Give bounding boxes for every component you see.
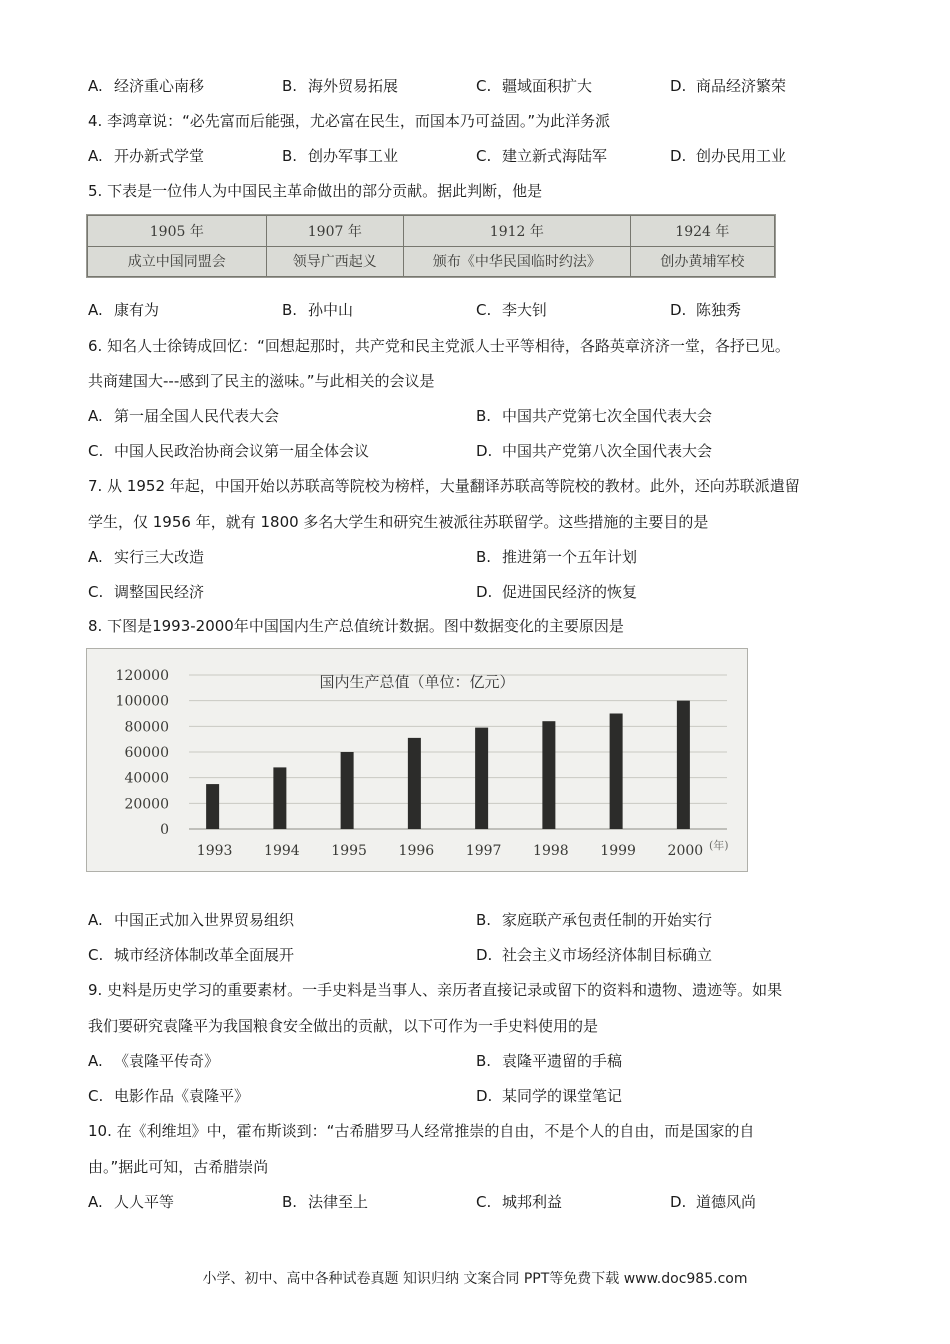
gdp-chart	[86, 648, 748, 872]
table-row	[88, 216, 775, 247]
q10-option-a: A. 人人平等	[88, 1193, 175, 1211]
q8-option-c: C. 城市经济体制改革全面展开	[88, 946, 295, 964]
q5-option-c: C. 李大钊	[476, 301, 548, 319]
table-cell-year: 1907 年	[266, 216, 403, 247]
q9-option-b: B. 袁隆平遗留的手稿	[476, 1052, 623, 1070]
y-tick-label: 100000	[115, 693, 169, 710]
y-tick-label: 40000	[124, 770, 169, 787]
q9-stem-line2: 我们要研究袁隆平为我国粮食安全做出的贡献，以下可作为一手史料使用的是	[88, 1017, 599, 1035]
q3-option-b: B. 海外贸易拓展	[282, 77, 399, 95]
y-tick-label: 60000	[124, 745, 169, 761]
q5-option-d: D. 陈独秀	[670, 301, 742, 319]
q4-option-a: A. 开办新式学堂	[88, 147, 205, 165]
q6-stem-line1: 6. 知名人士徐铸成回忆：“回想起那时，共产党和民主党派人士平等相待，各路英章济济一堂，各抒已见。	[88, 337, 790, 355]
x-tick-label: 1995	[331, 843, 367, 859]
q10-option-c: C. 城邦利益	[476, 1193, 563, 1211]
q9-stem-line1: 9. 史料是历史学习的重要素材。一手史料是当事人、亲历者直接记录或留下的资料和遗物、遗迹等。如果	[88, 981, 783, 999]
table-cell-year: 1912 年	[404, 216, 631, 247]
bar	[341, 752, 354, 829]
table-cell-event: 颁布《中华民国临时约法》	[404, 246, 631, 277]
q3-option-c: C. 疆域面积扩大	[476, 77, 593, 95]
q10-stem-line2: 由。”据此可知，古希腊崇尚	[88, 1158, 269, 1176]
q5-contribution-table	[86, 214, 776, 278]
bar	[677, 701, 690, 829]
y-tick-label: 120000	[115, 668, 169, 684]
x-tick-label: 1993	[196, 843, 233, 859]
q6-option-a: A. 第一届全国人民代表大会	[88, 407, 280, 425]
q8-option-a: A. 中国正式加入世界贸易组织	[88, 911, 295, 929]
x-axis-unit-label: (年)	[709, 839, 729, 852]
q6-option-c: C. 中国人民政治协商会议第一届全体会议	[88, 442, 370, 460]
q10-stem-line1: 10. 在《利维坦》中，霍布斯谈到：“古希腊罗马人经常推崇的自由，不是个人的自由，而是国家的自	[88, 1122, 755, 1140]
q4-option-b: B. 创办军事工业	[282, 147, 399, 165]
q6-option-b: B. 中国共产党第七次全国代表大会	[476, 407, 713, 425]
q4-option-c: C. 建立新式海陆军	[476, 147, 608, 165]
q6-option-d: D. 中国共产党第八次全国代表大会	[476, 442, 713, 460]
q7-option-c: C. 调整国民经济	[88, 583, 205, 601]
table-cell-event: 领导广西起义	[266, 246, 403, 277]
q3-option-a: A. 经济重心南移	[88, 77, 205, 95]
x-tick-label: 1998	[533, 843, 569, 859]
q4-stem: 4. 李鸿章说：“必先富而后能强，尤必富在民生，而国本乃可益固。”为此洋务派	[88, 112, 611, 130]
q5-option-b: B. 孙中山	[282, 301, 354, 319]
bar	[475, 728, 488, 829]
x-tick-label: 1994	[264, 843, 300, 859]
table-cell-event: 创办黄埔军校	[630, 246, 774, 277]
y-tick-label: 20000	[124, 796, 169, 813]
bar	[408, 738, 421, 829]
chart-title: 国内生产总值（单位：亿元）	[319, 673, 515, 691]
bar	[206, 784, 219, 829]
q3-option-d: D. 商品经济繁荣	[670, 77, 787, 95]
x-tick-label: 1999	[600, 843, 636, 859]
q7-option-b: B. 推进第一个五年计划	[476, 548, 638, 566]
table-cell-year: 1905 年	[88, 216, 267, 247]
q8-stem: 8. 下图是1993-2000年中国国内生产总值统计数据。图中数据变化的主要原因是	[88, 617, 624, 635]
table-cell-event: 成立中国同盟会	[88, 246, 267, 277]
q7-stem-line2: 学生，仅 1956 年，就有 1800 多名大学生和研究生被派往苏联留学。这些措施的主要目的是	[88, 513, 709, 531]
q10-option-d: D. 道德风尚	[670, 1193, 757, 1211]
q7-option-d: D. 促进国民经济的恢复	[476, 583, 638, 601]
bar	[273, 767, 286, 829]
q6-stem-line2: 共商建国大---感到了民主的滋味。”与此相关的会议是	[88, 372, 435, 390]
table-row	[88, 246, 775, 277]
q7-stem-line1: 7. 从 1952 年起，中国开始以苏联高等院校为榜样，大量翻译苏联高等院校的教材。此外，还向苏联派遣留	[88, 477, 800, 495]
bar	[542, 721, 555, 829]
table-cell-year: 1924 年	[630, 216, 774, 247]
y-tick-label: 0	[160, 822, 169, 838]
q8-option-b: B. 家庭联产承包责任制的开始实行	[476, 911, 713, 929]
q9-option-d: D. 某同学的课堂笔记	[476, 1087, 623, 1105]
q9-option-a: A. 《袁隆平传奇》	[88, 1052, 220, 1070]
q8-option-d: D. 社会主义市场经济体制目标确立	[476, 946, 713, 964]
x-tick-label: 2000	[667, 843, 704, 859]
q10-option-b: B. 法律至上	[282, 1193, 369, 1211]
y-tick-label: 80000	[124, 719, 169, 736]
q5-stem: 5. 下表是一位伟人为中国民主革命做出的部分贡献。据此判断，他是	[88, 182, 543, 200]
q7-option-a: A. 实行三大改造	[88, 548, 205, 566]
x-tick-label: 1997	[465, 843, 502, 859]
x-tick-label: 1996	[398, 843, 435, 859]
q4-option-d: D. 创办民用工业	[670, 147, 787, 165]
q9-option-c: C. 电影作品《袁隆平》	[88, 1087, 250, 1105]
gdp-chart-svg	[87, 649, 747, 871]
q5-option-a: A. 康有为	[88, 301, 160, 319]
bar	[610, 714, 623, 830]
page-footer[interactable]: 小学、初中、高中各种试卷真题 知识归纳 文案合同 PPT等免费下载 www.doc985.com	[202, 1271, 748, 1287]
